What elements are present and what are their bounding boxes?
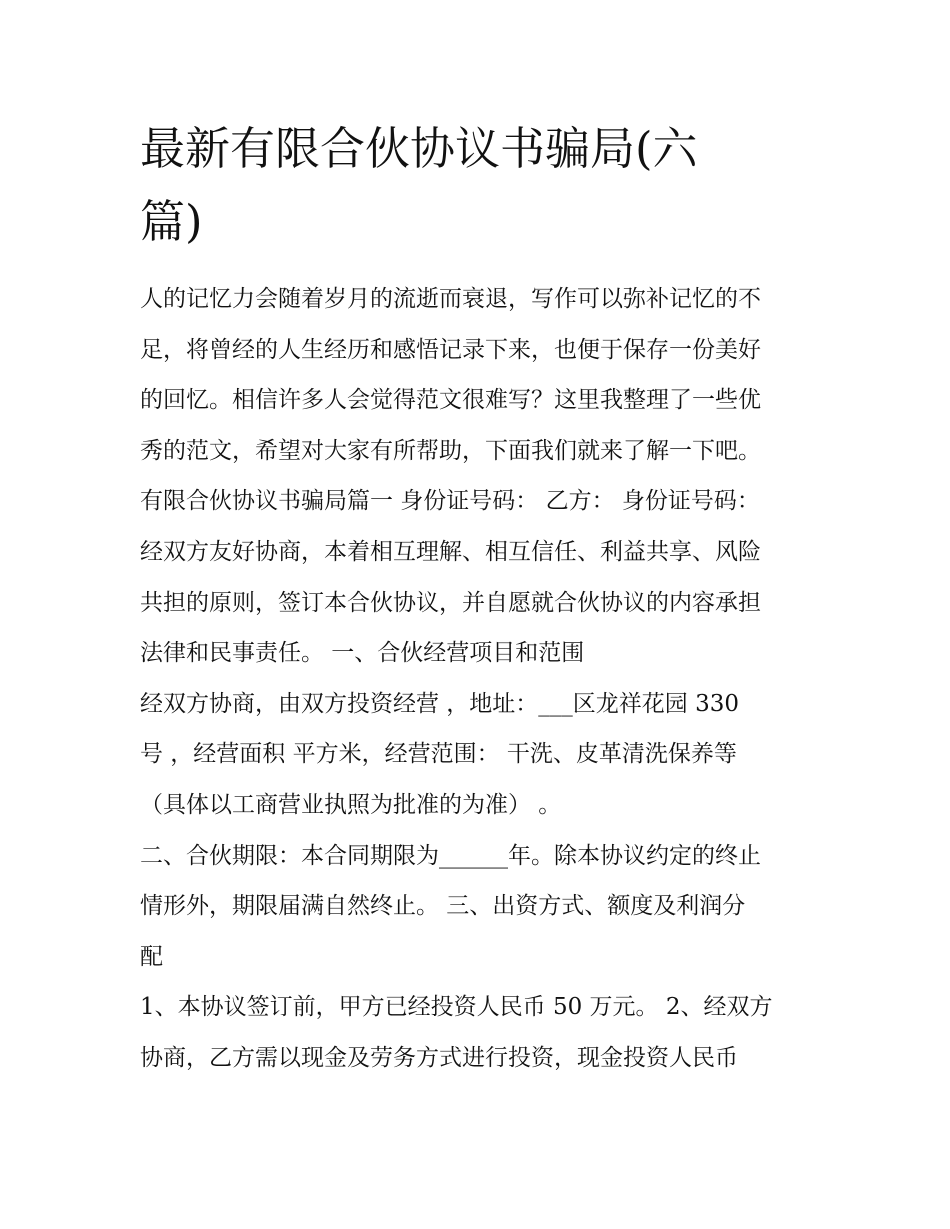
body-line: 足，将曾经的人生经历和感悟记录下来，也便于保存一份美好 — [140, 336, 761, 363]
body-line: 的回忆。相信许多人会觉得范文很难写？这里我整理了一些优 — [140, 387, 761, 414]
title-line: 篇) — [140, 195, 203, 248]
body-line: 人的记忆力会随着岁月的流逝而衰退，写作可以弥补记忆的不 — [140, 286, 761, 312]
body-line: （具体以工商营业执照为批准的为准） 。 — [140, 791, 562, 818]
body-line: 秀的范文，希望对大家有所帮助，下面我们就来了解一下吧。 — [140, 437, 761, 464]
body-line: 情形外，期限届满自然终止。 三、出资方式、额度及利润分 — [140, 893, 746, 920]
body-line: 经双方友好协商，本着相互理解、相互信任、利益共享、风险 — [140, 538, 761, 565]
document-title — [140, 112, 780, 258]
body-line: 协商，乙方需以现金及劳务方式进行投资，现金投资人民币 — [140, 1044, 738, 1071]
body-line: 法律和民事责任。 一、合伙经营项目和范围 — [140, 640, 585, 667]
title-line: 最新有限合伙协议书骗局(六 — [140, 122, 698, 175]
document-page — [140, 112, 830, 1084]
body-line: 共担的原则，签订本合伙协议，并自愿就合伙协议的内容承担 — [140, 589, 761, 616]
document-body — [140, 274, 830, 1084]
body-line: 号 ，经营面积 平方米，经营范围： 干洗、皮革清洗保养等 — [140, 741, 737, 768]
body-line: 经双方协商，由双方投资经营 ，地址：___区龙祥花园 330 — [140, 690, 740, 717]
body-line: 配 — [140, 943, 163, 970]
body-line: 有限合伙协议书骗局篇一 身份证号码： 乙方： 身份证号码： — [140, 488, 760, 515]
body-line: 1、本协议签订前，甲方已经投资人民币 50 万元。 2、经双方 — [140, 994, 773, 1021]
body-line: 二、合伙期限：本合同期限为______年。除本协议约定的终止 — [140, 842, 761, 869]
